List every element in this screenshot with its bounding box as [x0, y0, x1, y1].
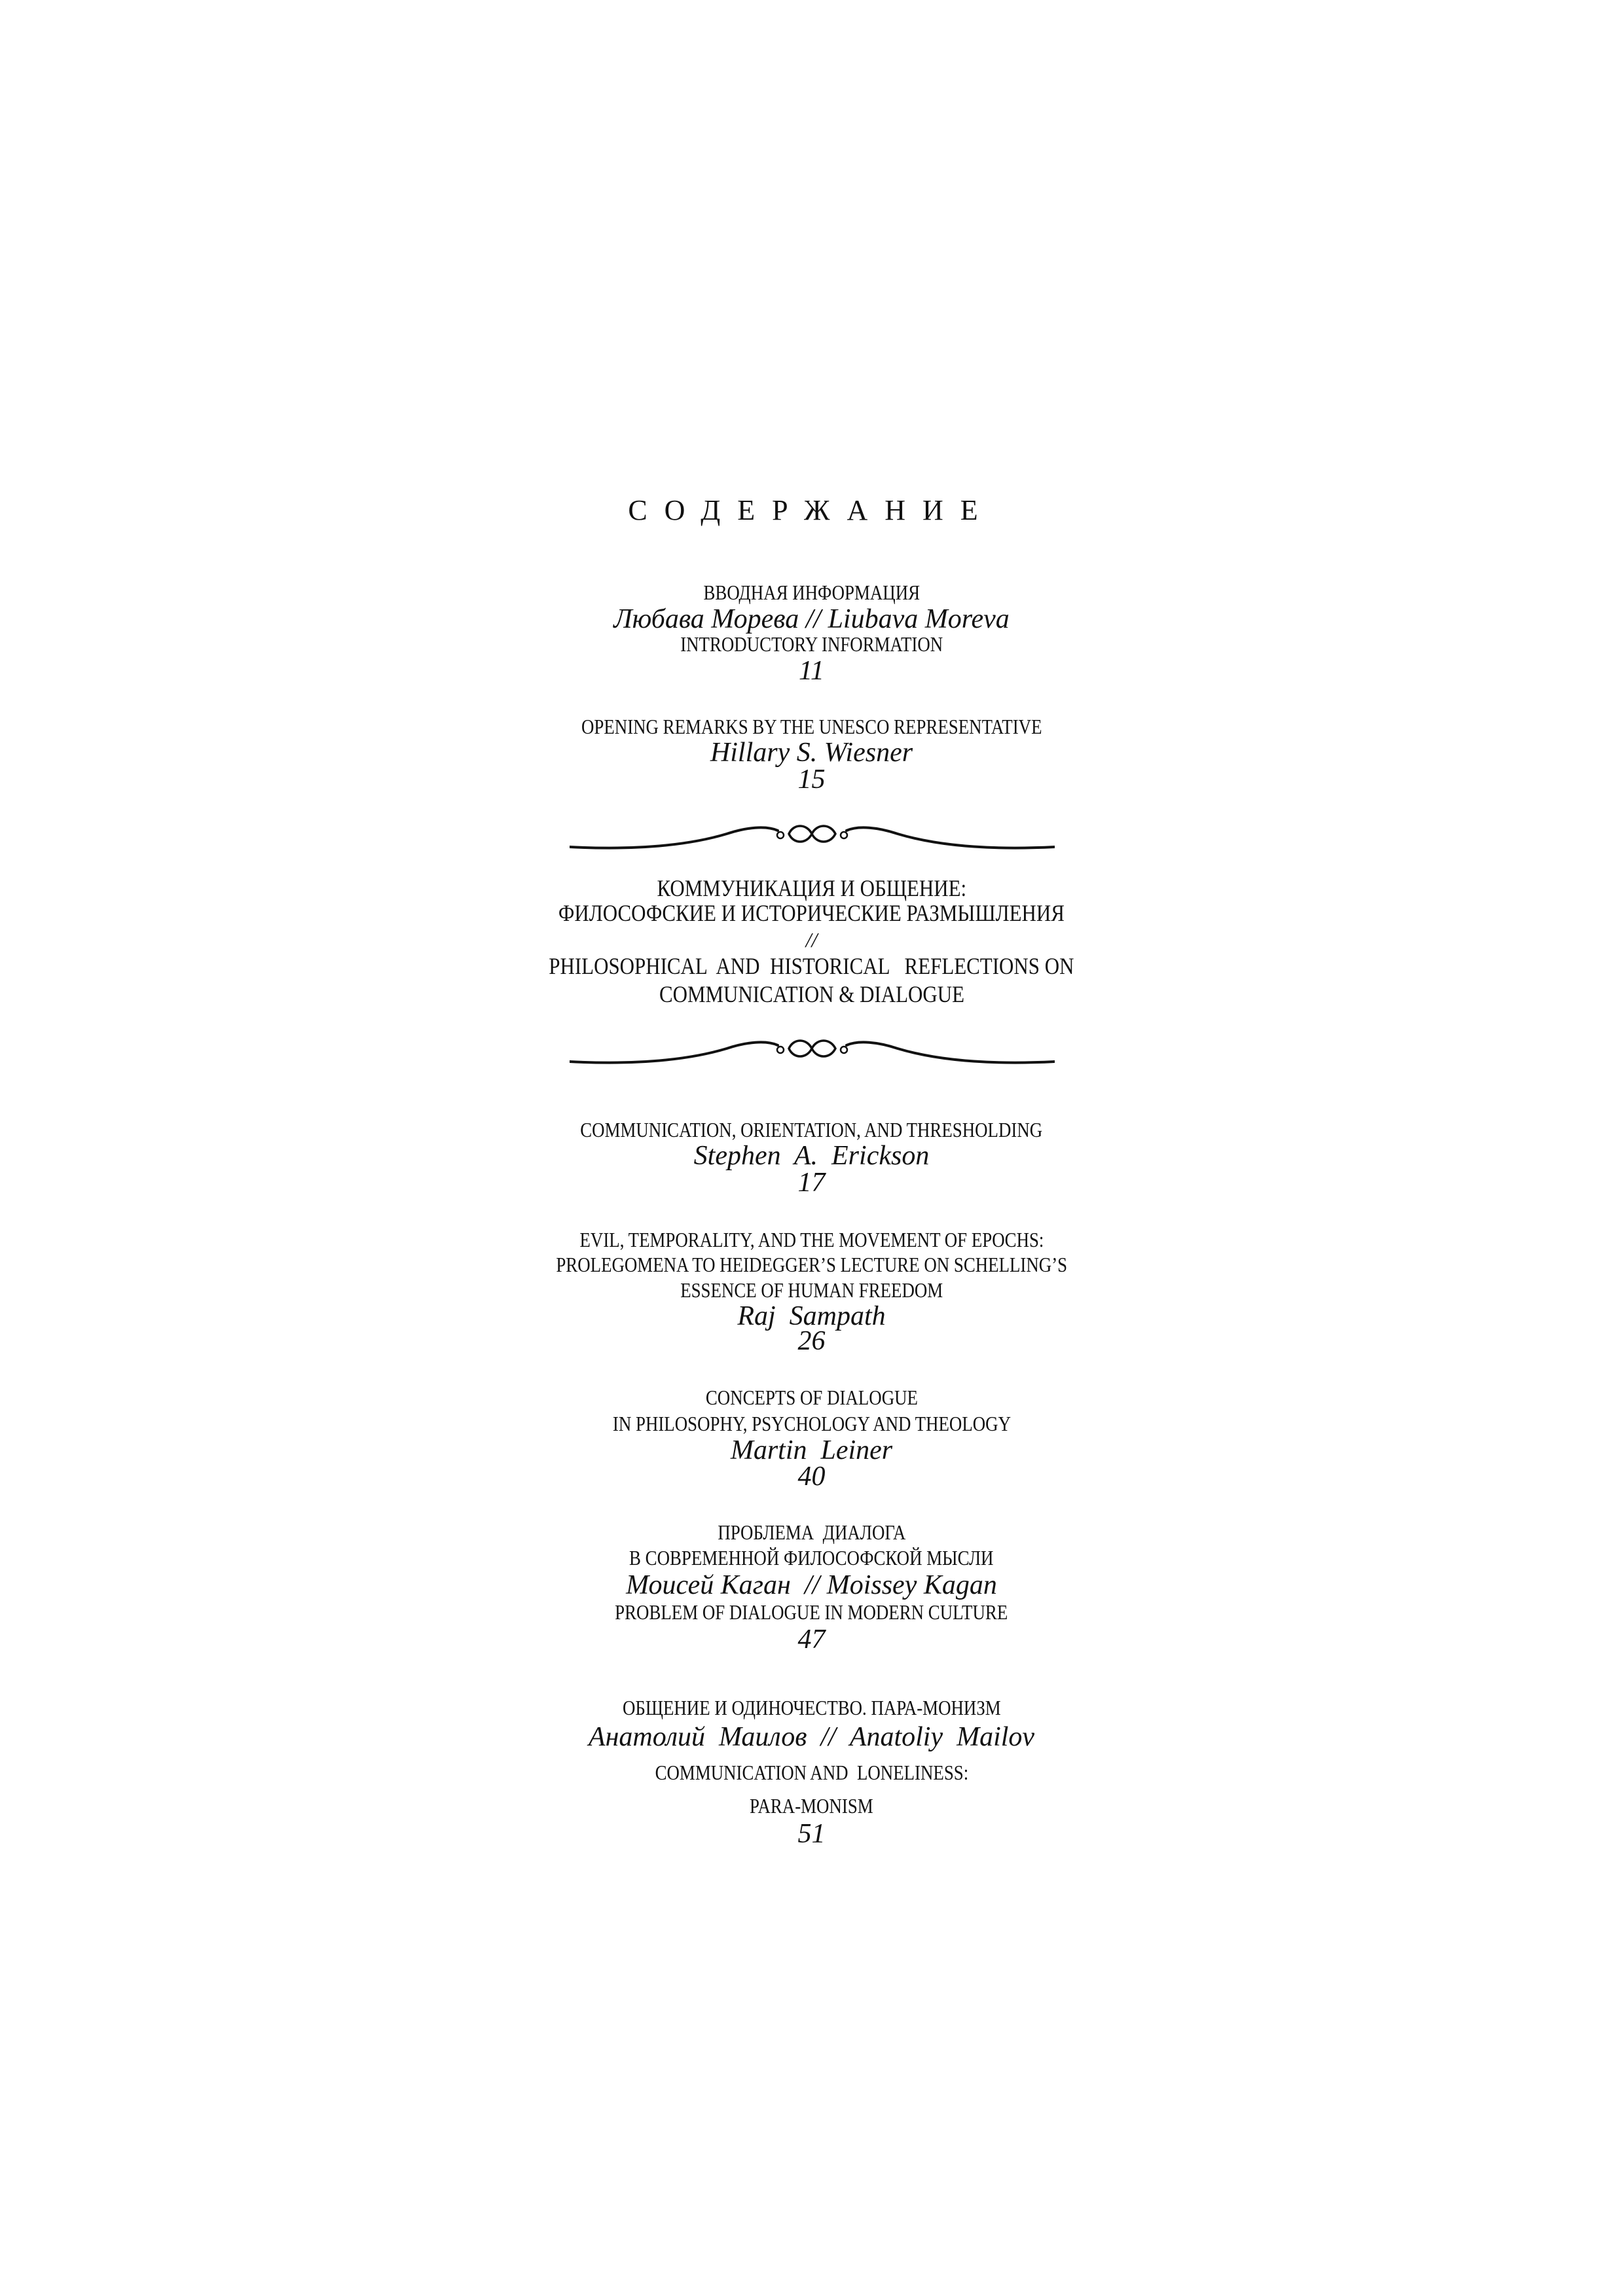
article-title-en: PARA-MONISM	[750, 1794, 873, 1818]
article-title: ОБЩЕНИЕ И ОДИНОЧЕСТВО. ПАРА-МОНИЗМ	[622, 1696, 1001, 1719]
entry-author: Hillary S. Wiesner	[710, 738, 913, 768]
article-page-number[interactable]: 51	[797, 1819, 826, 1849]
article-title: ПРОБЛЕМА ДИАЛОГА	[717, 1520, 906, 1544]
article-title: COMMUNICATION, ORIENTATION, AND THRESHOLDING	[580, 1118, 1043, 1141]
article-author: Анатолий Маилов // Anatoliy Mailov	[588, 1722, 1035, 1752]
entry-author: Любава Морева // Liubava Moreva	[613, 604, 1010, 634]
article-title-en: COMMUNICATION AND LONELINESS:	[655, 1761, 968, 1784]
section-title-en-line1: PHILOSOPHICAL AND HISTORICAL REFLECTIONS ON	[549, 953, 1074, 979]
section-title-ru-line1: КОММУНИКАЦИЯ И ОБЩЕНИЕ:	[657, 875, 966, 901]
article-author: Raj Sampath	[737, 1301, 886, 1331]
article-title: IN PHILOSOPHY, PSYCHOLOGY AND THEOLOGY	[612, 1412, 1011, 1435]
article-author: Stephen A. Erickson	[693, 1141, 930, 1171]
article-title: CONCEPTS OF DIALOGUE	[705, 1386, 918, 1409]
article-title: PROLEGOMENA TO HEIDEGGER’S LECTURE ON SCHELLING’S	[556, 1253, 1067, 1276]
entry-title-ru: ВВОДНАЯ ИНФОРМАЦИЯ	[703, 581, 920, 604]
section-title-en-line2: COMMUNICATION & DIALOGUE	[659, 981, 964, 1007]
article-author: Martin Leiner	[730, 1435, 893, 1465]
page-title: СОДЕРЖАНИЕ	[628, 494, 995, 526]
article-page-number[interactable]: 26	[797, 1326, 826, 1356]
entry-page-number[interactable]: 11	[799, 656, 824, 686]
article-title-en: PROBLEM OF DIALOGUE IN MODERN CULTURE	[615, 1600, 1008, 1624]
article-page-number[interactable]: 47	[797, 1624, 826, 1655]
section-title-ru-line2: ФИЛОСОФСКИЕ И ИСТОРИЧЕСКИЕ РАЗМЫШЛЕНИЯ	[558, 900, 1065, 926]
article-title: ESSENCE OF HUMAN FREEDOM	[680, 1278, 943, 1302]
entry-title-en: OPENING REMARKS BY THE UNESCO REPRESENTATIVE	[581, 715, 1042, 738]
ornament-divider-icon	[570, 819, 1055, 852]
ornament-divider-icon	[570, 1034, 1055, 1067]
article-title: В СОВРЕМЕННОЙ ФИЛОСОФСКОЙ МЫСЛИ	[629, 1546, 994, 1570]
article-author: Моисей Каган // Moissey Kagan	[626, 1570, 997, 1600]
section-separator: //	[805, 928, 818, 952]
article-page-number[interactable]: 17	[797, 1168, 826, 1198]
entry-page-number[interactable]: 15	[797, 764, 826, 795]
article-page-number[interactable]: 40	[797, 1462, 826, 1492]
article-title: EVIL, TEMPORALITY, AND THE MOVEMENT OF EPOCHS:	[579, 1228, 1044, 1251]
entry-title-en: INTRODUCTORY INFORMATION	[680, 632, 943, 656]
